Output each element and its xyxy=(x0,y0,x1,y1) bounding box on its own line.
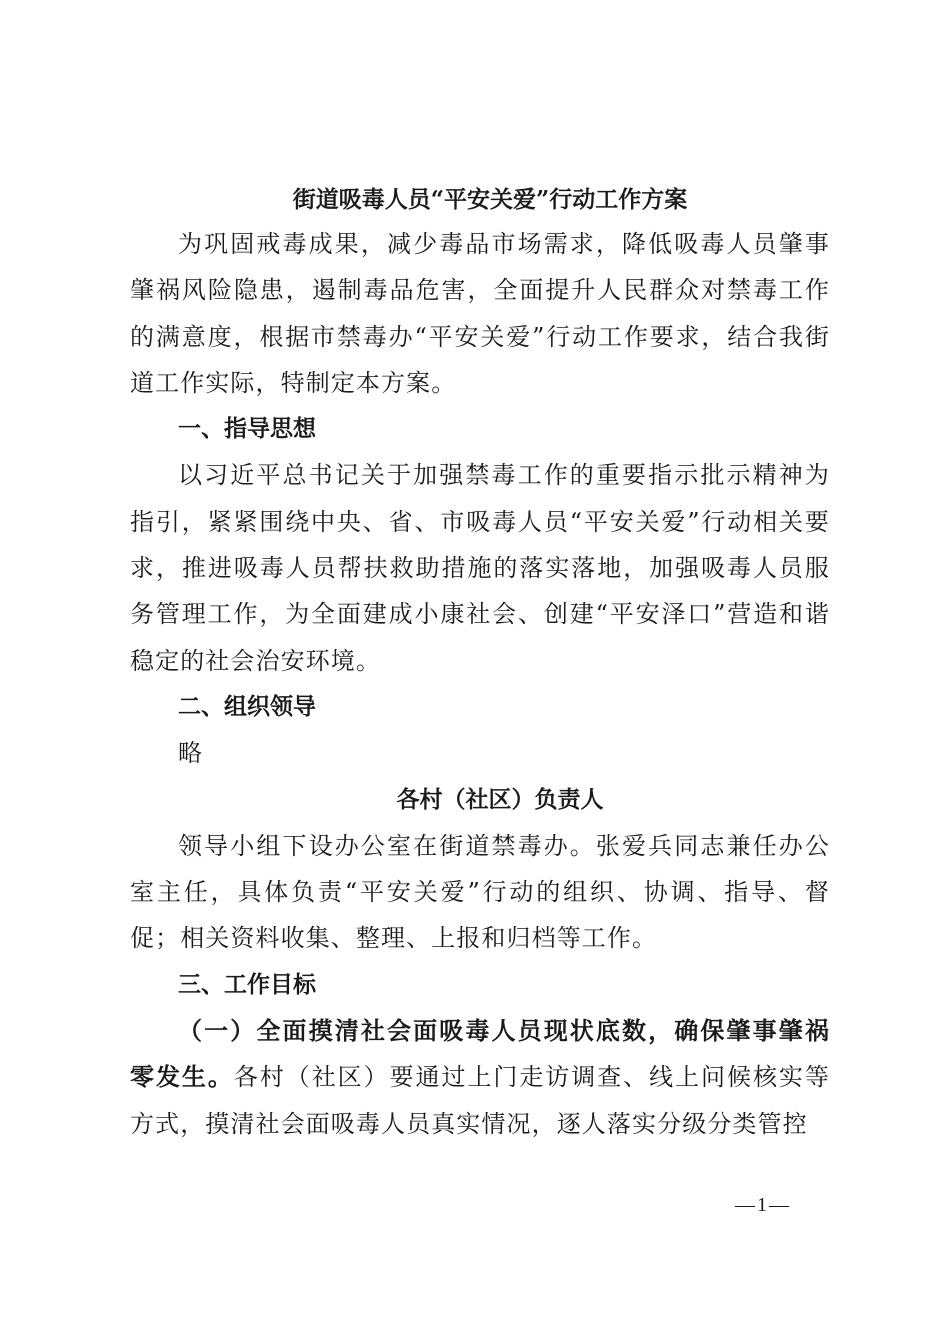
work-goals-item-1 xyxy=(130,1008,830,1147)
organization-paragraph: 领导小组下设办公室在街道禁毒办。张爱兵同志兼任办公室主任，具体负责“平安关爱”行动的组织、协调、指导、督促；相关资料收集、整理、上报和归档等工作。 xyxy=(130,831,830,953)
page-number: —1— xyxy=(735,1194,791,1216)
guiding-ideology-paragraph: 以习近平总书记关于加强禁毒工作的重要指示批示精神为指引，紧紧围绕中央、省、市吸毒人员“平安关爱”行动相关要求，推进吸毒人员帮扶救助措施的落实落地，加强吸毒人员服务管理工作，为全面建成小康社会、创建“平安泽口”营造和谐稳定的社会治安环境。 xyxy=(130,461,830,675)
section-heading-guiding-ideology: 一、指导思想 xyxy=(178,416,316,443)
document-title: 街道吸毒人员“平安关爱”行动工作方案 xyxy=(292,186,688,213)
work-goals-item-1-body: 各村（社区）要通过上门走访调查、线上问候核实等方式，摸清社会面吸毒人员真实情况，逐人落实分级分类管控 xyxy=(130,1063,830,1138)
section-heading-organization: 二、组织领导 xyxy=(178,693,316,720)
work-goals-item-1-bold: （一）全面摸清社会面吸毒人员现状底数，确保肇事肇祸零发生。 xyxy=(130,1016,830,1092)
section-heading-work-goals: 三、工作目标 xyxy=(178,971,316,998)
intro-paragraph: 为巩固戒毒成果，减少毒品市场需求，降低吸毒人员肇事肇祸风险隐患，遏制毒品危害，全面提升人民群众对禁毒工作的满意度，根据市禁毒办“平安关爱”行动工作要求，结合我街道工作实际，特制定本方案。 xyxy=(130,230,830,397)
organization-omitted-text: 略 xyxy=(178,739,204,768)
document-body xyxy=(130,179,830,1147)
organization-subtitle: 各村（社区）负责人 xyxy=(396,786,604,813)
